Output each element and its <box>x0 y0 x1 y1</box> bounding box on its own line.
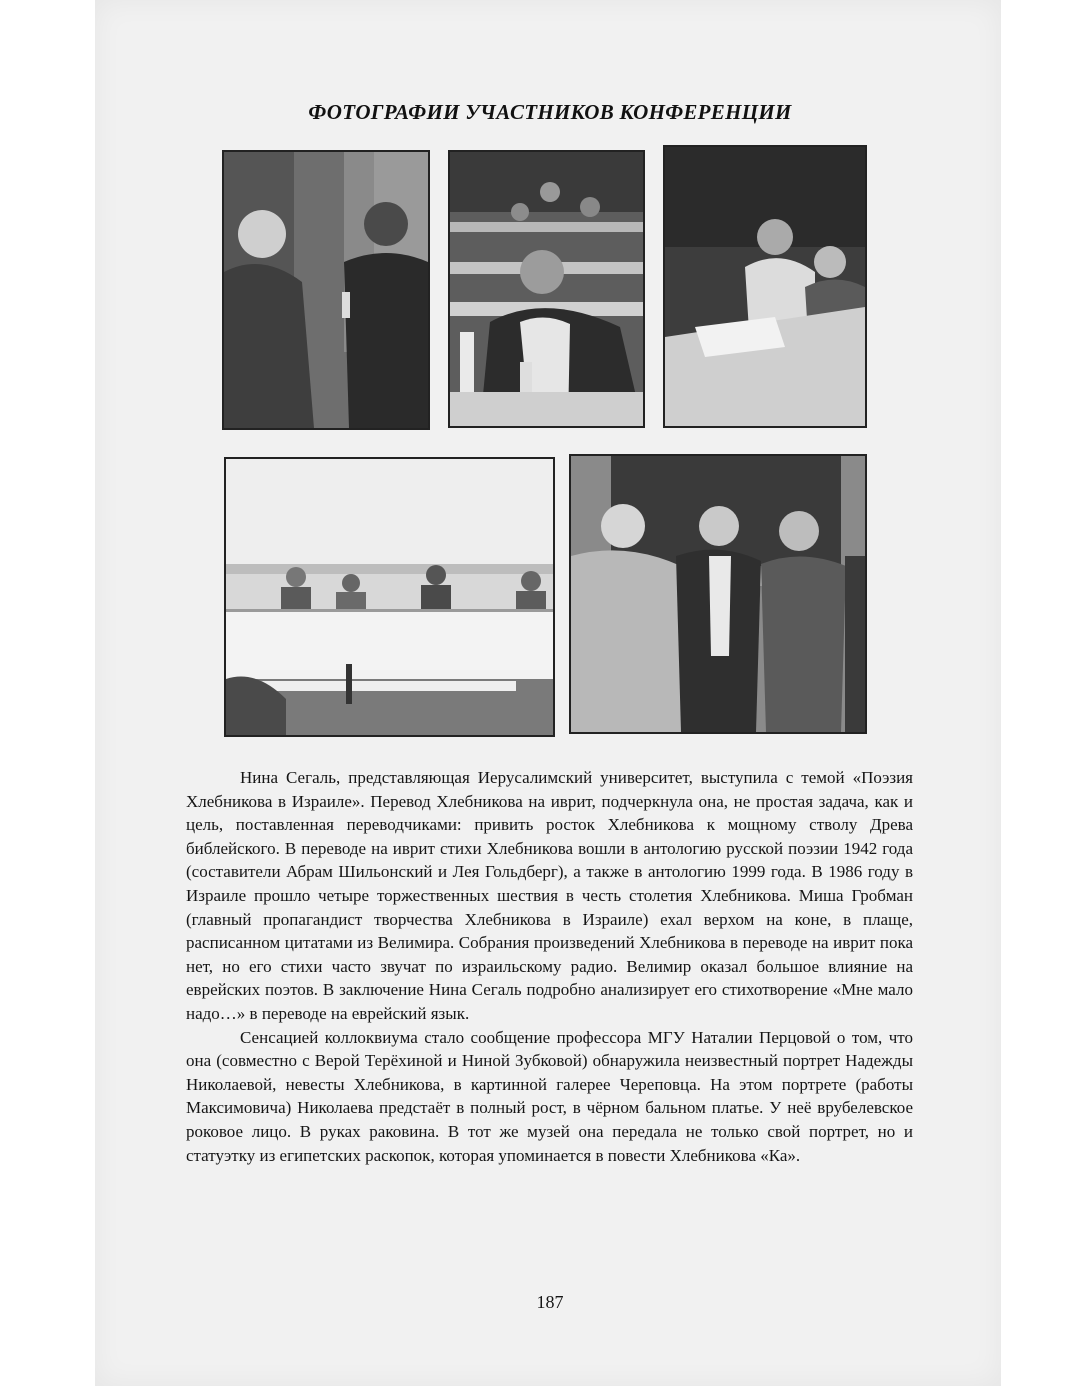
paragraph-2: Сенсацией коллоквиума стало сообщение профессора МГУ Наталии Перцовой о том, что она (совместно с Верой Терёхиной и Ниной Зубковой) обнаружила неизвестный портрет Надежды Николаевой, невесты Хлебникова, в картинной галерее Череповца. На этом портрете (работы Максимовича) Николаева предстаёт в полный рост, в чёрном бальном платье. У неё врубелевское роковое лицо. В руках раковина. В тот же музей она передала не только свой портрет, но и статуэтку из египетских раскопок, которая упоминается в повести Хлебникова «Ка». <box>186 1027 913 1165</box>
paragraph-1: Нина Сегаль, представляющая Иерусалимский университет, выступила с темой «Поэзия Хлебникова в Израиле». Перевод Хлебникова на иврит, подчеркнула она, не простая задача, как и цель, поставленная переводчиками: привить росток Хлебникова к мощному стволу Древа библейского. В переводе на иврит стихи Хлебникова вошли в антологию русской поэзии 1942 года (составители Абрам Шильонский и Лея Гольдберг), а также в антологию 1999 года. В 1986 году в Израиле прошло четыре торжественных шествия в честь столетия Хлебникова. Миша Гробман (главный пропагандист творчества Хлебникова в Израиле) ехал верхом на коне, в плаще, расписанном цитатами из Велимира. Собрания произведений Хлебникова в переводе на иврит пока нет, но его стихи часто звучат по израильскому радио. Велимир оказал большое влияние на еврейских поэтов. В заключение Нина Сегаль подробно анализирует его стихотворение «Мне мало надо…» в переводе на еврейский язык. <box>186 768 913 1023</box>
photo-audience-hall <box>448 150 645 428</box>
page-title: ФОТОГРАФИИ УЧАСТНИКОВ КОНФЕРЕНЦИИ <box>308 100 792 124</box>
page-number: 187 <box>536 1292 564 1312</box>
article-text <box>186 766 913 1167</box>
photo-two-men-talking <box>222 150 430 430</box>
photo-women-at-table <box>663 145 867 428</box>
photo-presidium-table <box>224 457 555 737</box>
photo-three-men-standing <box>569 454 867 734</box>
